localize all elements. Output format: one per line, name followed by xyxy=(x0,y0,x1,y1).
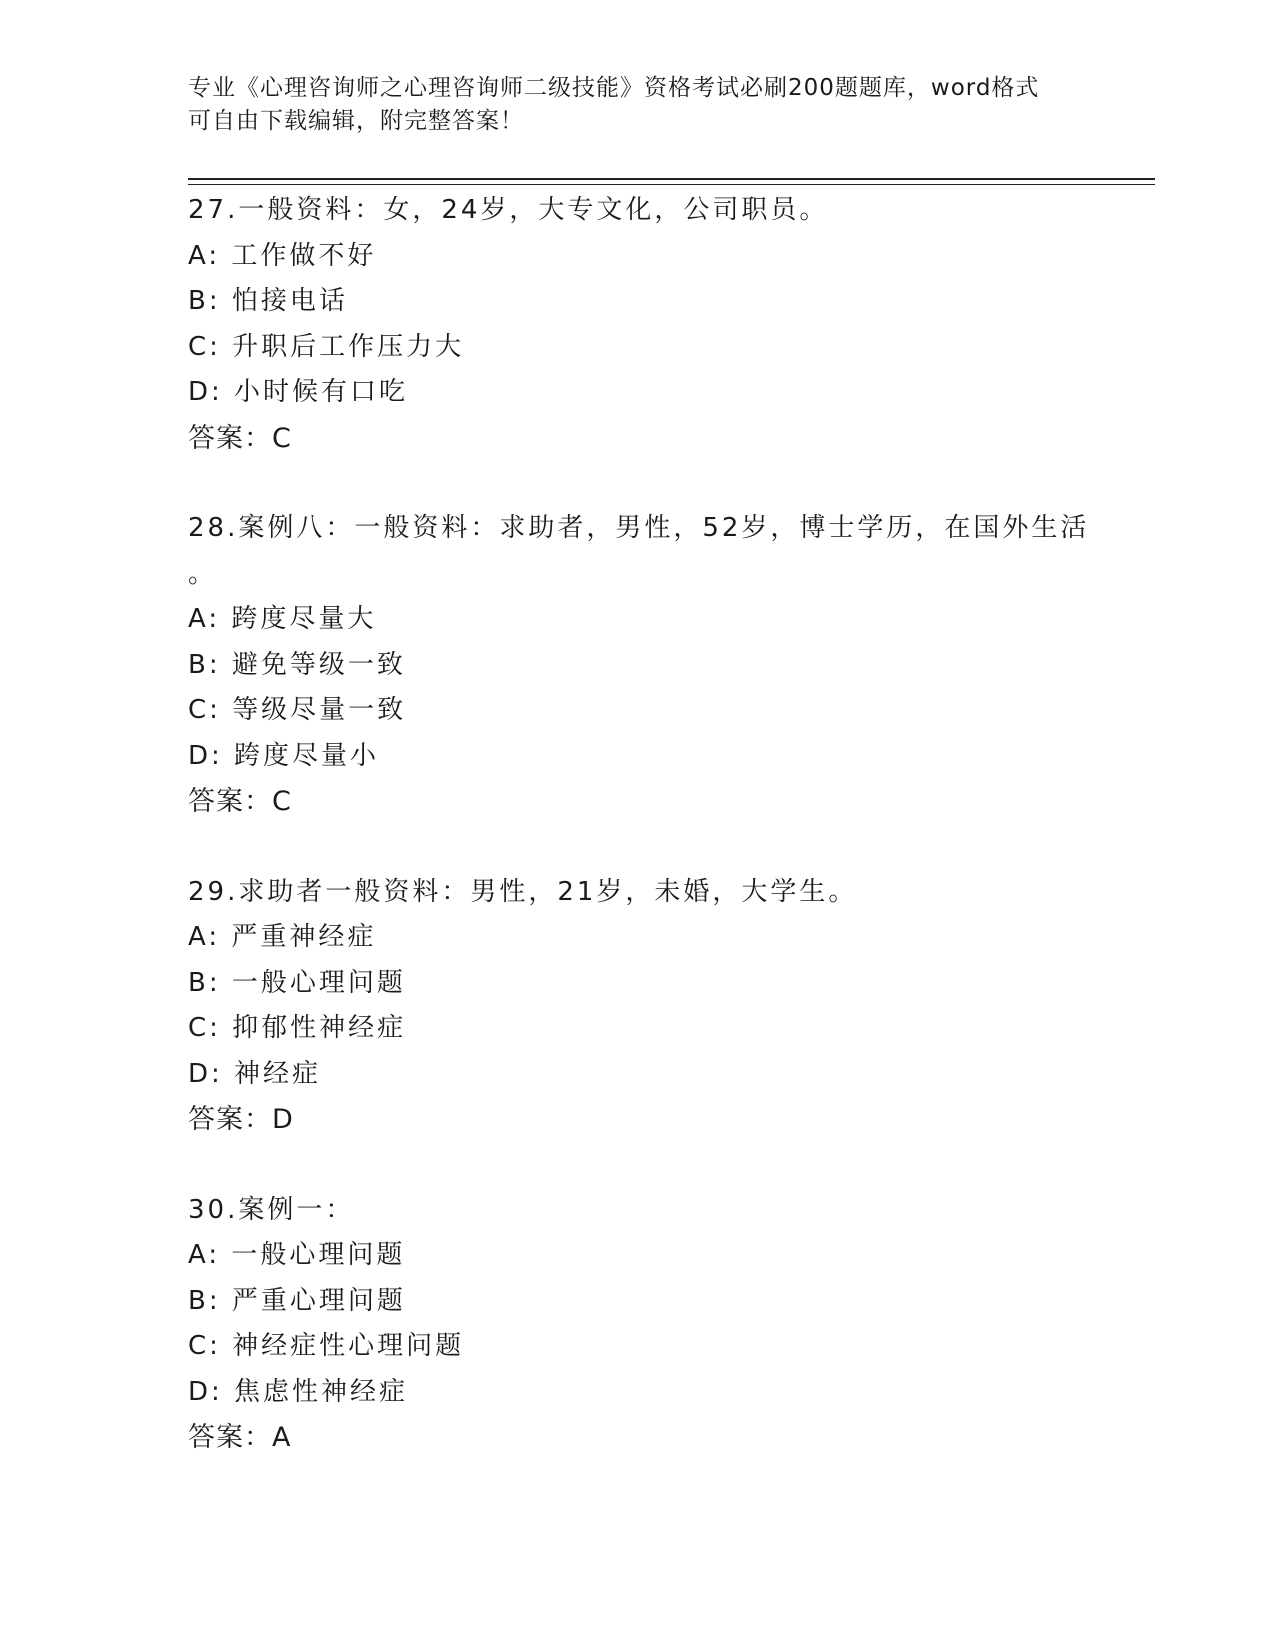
option-a: A: 严重神经症 xyxy=(188,922,377,952)
option-a: A: 跨度尽量大 xyxy=(188,604,377,634)
option-b: B: 严重心理问题 xyxy=(188,1285,406,1316)
option-c: C: 神经症性心理问题 xyxy=(188,1331,465,1361)
question-list xyxy=(188,188,1088,1506)
question-stem-continuation: 。 xyxy=(188,558,218,589)
answer-line: 答案：C xyxy=(188,786,292,817)
header-rule-thin xyxy=(188,184,1155,185)
option-d: D: 神经症 xyxy=(188,1058,322,1089)
option-c: C: 抑郁性神经症 xyxy=(188,1013,407,1043)
answer-line: 答案：C xyxy=(188,422,292,454)
answer-line: 答案：A xyxy=(188,1422,292,1453)
option-d: D: 跨度尽量小 xyxy=(188,740,380,771)
answer-line: 答案：D xyxy=(188,1104,294,1135)
option-c: C: 等级尽量一致 xyxy=(188,695,407,725)
option-b: B: 一般心理问题 xyxy=(188,967,406,998)
option-d: D: 焦虑性神经症 xyxy=(188,1376,409,1407)
header-line-2: 可自由下载编辑，附完整答案！ xyxy=(188,108,524,134)
option-d: D: 小时候有口吃 xyxy=(188,377,409,407)
question-30 xyxy=(188,1188,1088,1461)
question-28 xyxy=(188,506,1088,825)
question-stem: 30.案例一： xyxy=(188,1194,355,1225)
option-a: A: 工作做不好 xyxy=(188,240,377,271)
option-b: B: 避免等级一致 xyxy=(188,649,406,680)
question-stem: 29.求助者一般资料：男性，21岁，未婚，大学生。 xyxy=(188,876,858,907)
question-stem: 28.案例八：一般资料：求助者，男性，52岁，博士学历，在国外生活 xyxy=(188,513,1090,543)
document-header xyxy=(188,72,1088,138)
question-29 xyxy=(188,870,1088,1143)
option-b: B: 怕接电话 xyxy=(188,286,348,316)
question-27 xyxy=(188,188,1088,461)
header-line-1: 专业《心理咨询师之心理咨询师二级技能》资格考试必刷200题题库，word格式 xyxy=(188,75,1040,101)
question-stem: 27.一般资料：女，24岁，大专文化，公司职员。 xyxy=(188,195,829,225)
header-rule-thick xyxy=(188,178,1155,180)
option-a: A: 一般心理问题 xyxy=(188,1240,406,1270)
option-c: C: 升职后工作压力大 xyxy=(188,331,465,362)
